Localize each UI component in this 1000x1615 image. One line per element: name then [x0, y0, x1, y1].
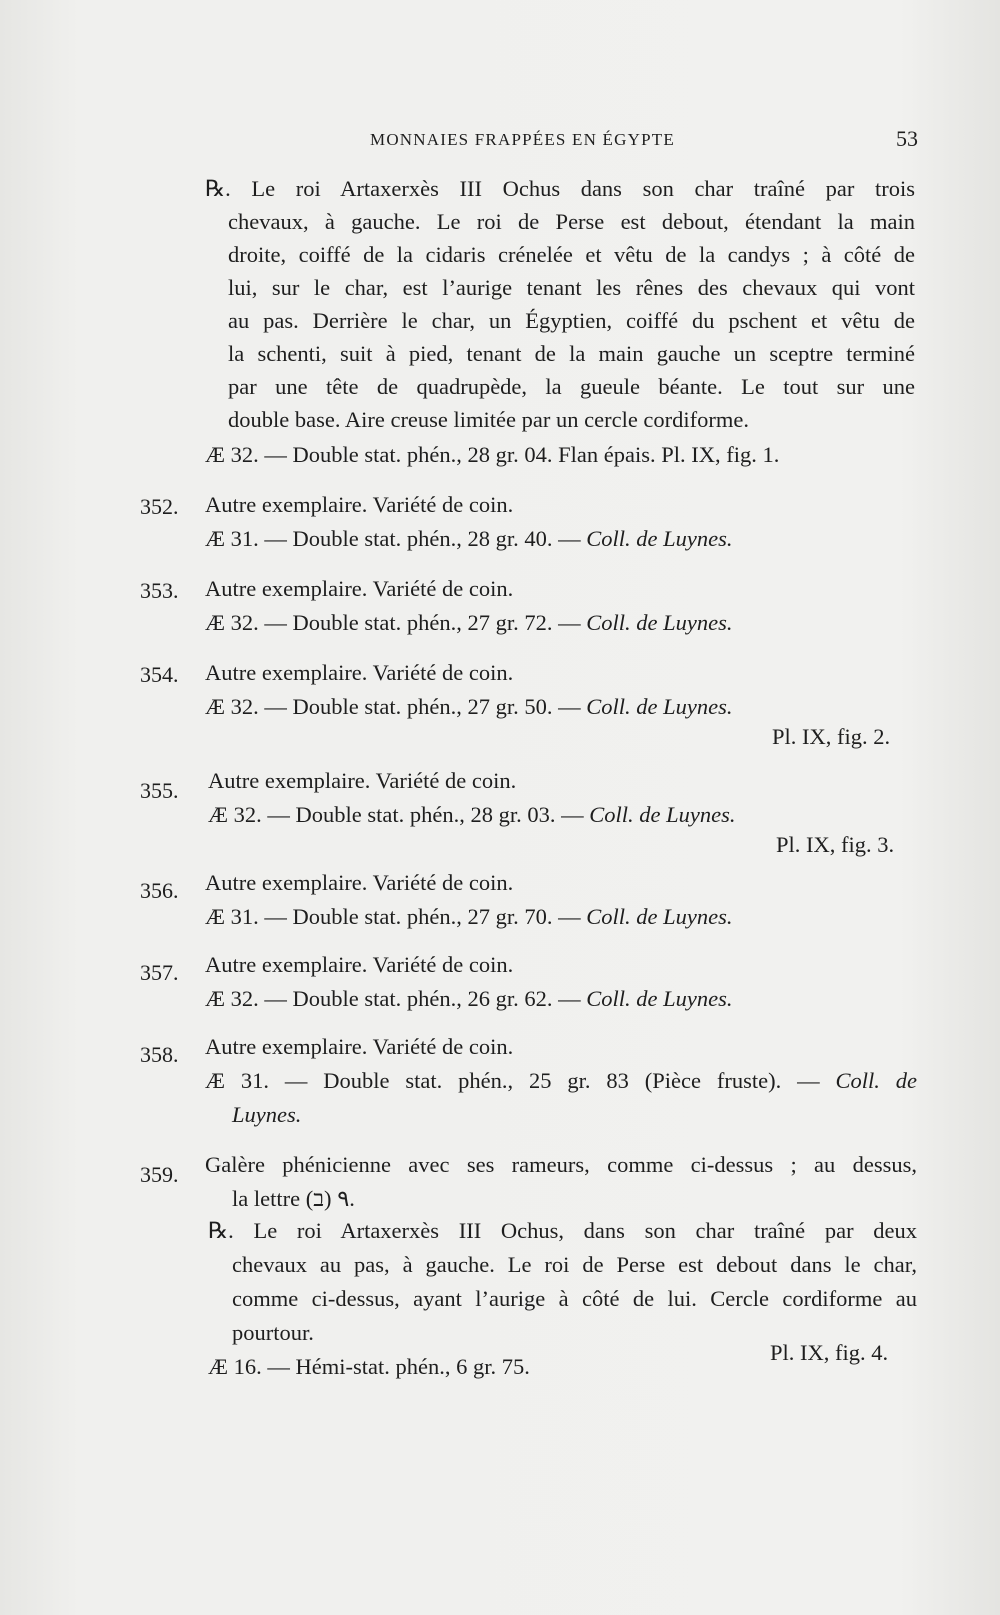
entry-description: Autre exemplaire. Variété de coin.: [205, 576, 514, 601]
metal-line: Æ 32. — Double stat. phén., 28 gr. 04. Flan épais. Pl. IX, fig. 1.: [205, 442, 780, 467]
text-line: double base. Aire creuse limitée par un cercle cordiforme.: [228, 407, 750, 432]
text-line: pourtour.: [232, 1320, 314, 1345]
text-line: Galère phénicienne avec ses rameurs, comme ci-dessus ; au dessus,: [205, 1152, 917, 1177]
text-line: comme ci-dessus, ayant l’aurige à côté de lui. Cercle cordiforme au: [232, 1286, 917, 1311]
collection-name: Coll. de Luynes.: [586, 986, 733, 1011]
collection-name: Coll. de Luynes.: [586, 904, 733, 929]
metal-text: Æ 32. — Double stat. phén., 27 gr. 72. —: [205, 610, 581, 635]
entry-description: Autre exemplaire. Variété de coin.: [205, 952, 514, 977]
entry-number: 354.: [140, 662, 179, 687]
entry-number: 352.: [140, 494, 179, 519]
metal-line: [205, 902, 732, 932]
collection-name: Coll. de Luynes.: [586, 694, 733, 719]
collection-name: Coll. de Luynes.: [586, 610, 733, 635]
metal-line: [205, 984, 732, 1014]
text-line: lui, sur le char, est l’aurige tenant les rênes des chevaux qui vont: [228, 275, 915, 300]
collection-name: Coll. de: [835, 1068, 918, 1093]
entry-number: 359.: [140, 1162, 179, 1187]
entry-description: Autre exemplaire. Variété de coin.: [205, 870, 514, 895]
text-line: ℞. Le roi Artaxerxès III Ochus dans son char traîné par trois: [205, 176, 915, 201]
metal-text: Æ 32. — Double stat. phén., 28 gr. 03. —: [208, 802, 584, 827]
text-line: la lettre ٩ (ב).: [232, 1186, 355, 1211]
metal-text: Æ 31. — Double stat. phén., 25 gr. 83 (Pièce fruste). —: [205, 1068, 820, 1093]
metal-line: [205, 608, 732, 638]
text-line: la schenti, suit à pied, tenant de la main gauche un sceptre terminé: [228, 341, 915, 366]
text-line: par une tête de quadrupède, la gueule béante. Le tout sur une: [228, 374, 915, 399]
metal-text: Æ 31. — Double stat. phén., 28 gr. 40. —: [205, 526, 581, 551]
metal-line: [205, 1066, 917, 1096]
plate-reference: Pl. IX, fig. 4.: [770, 1340, 889, 1365]
metal-text: Æ 32. — Double stat. phén., 27 gr. 50. —: [205, 694, 581, 719]
collection-name: Coll. de Luynes.: [589, 802, 736, 827]
metal-line: [208, 800, 735, 830]
plate-reference: Pl. IX, fig. 3.: [776, 832, 895, 857]
page-number: 53: [896, 126, 918, 151]
entry-number: 356.: [140, 878, 179, 903]
metal-line: Æ 16. — Hémi-stat. phén., 6 gr. 75.: [208, 1354, 530, 1379]
entry-number: 358.: [140, 1042, 179, 1067]
metal-line: [205, 524, 732, 554]
text-line: ℞. Le roi Artaxerxès III Ochus, dans son char traîné par deux: [208, 1218, 917, 1243]
entry-description: Autre exemplaire. Variété de coin.: [205, 660, 514, 685]
entry-description: Autre exemplaire. Variété de coin.: [205, 492, 514, 517]
collection-name-continued: Luynes.: [232, 1102, 302, 1127]
metal-line: [205, 692, 732, 722]
text-line: au pas. Derrière le char, un Égyptien, coiffé du pschent et vêtu de: [228, 308, 915, 333]
text-line: chevaux, à gauche. Le roi de Perse est debout, étendant la main: [228, 209, 915, 234]
entry-number: 353.: [140, 578, 179, 603]
running-title: MONNAIES FRAPPÉES EN ÉGYPTE: [370, 130, 675, 149]
plate-reference: Pl. IX, fig. 2.: [772, 724, 891, 749]
text-line: droite, coiffé de la cidaris crénelée et vêtu de la candys ; à côté de: [228, 242, 915, 267]
metal-text: Æ 31. — Double stat. phén., 27 gr. 70. —: [205, 904, 581, 929]
entry-number: 357.: [140, 960, 179, 985]
entry-description: Autre exemplaire. Variété de coin.: [208, 768, 517, 793]
text-line: chevaux au pas, à gauche. Le roi de Perse est debout dans le char,: [232, 1252, 917, 1277]
collection-name: Coll. de Luynes.: [586, 526, 733, 551]
metal-text: Æ 32. — Double stat. phén., 26 gr. 62. —: [205, 986, 581, 1011]
entry-description: Autre exemplaire. Variété de coin.: [205, 1034, 514, 1059]
entry-number: 355.: [140, 778, 179, 803]
